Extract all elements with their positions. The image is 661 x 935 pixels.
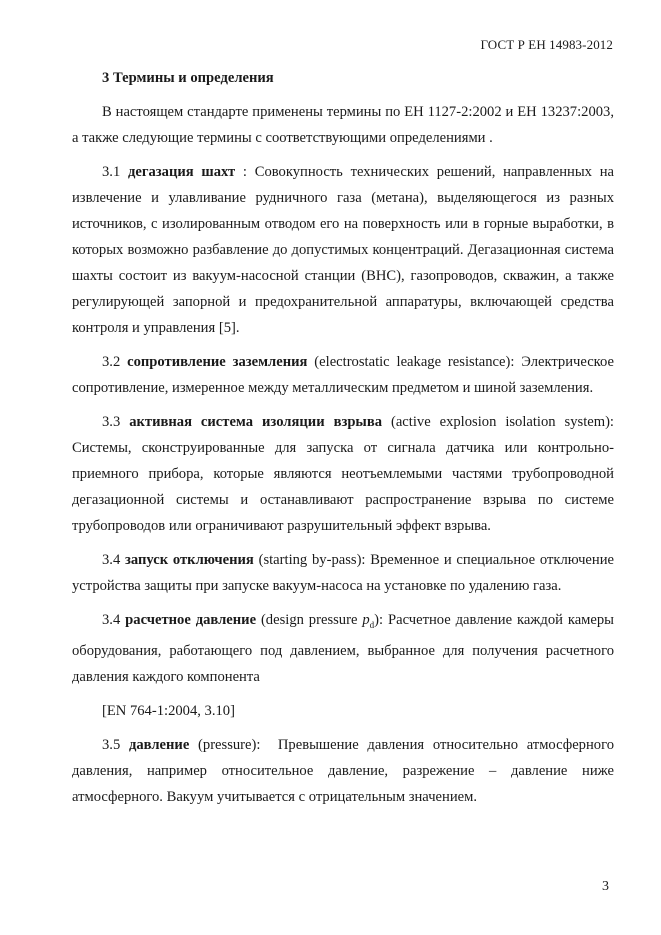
document-header: ГОСТ Р ЕН 14983-2012: [480, 37, 613, 52]
term-name: давление: [128, 736, 190, 753]
term-number: 3.3: [102, 414, 121, 430]
term-3-3: [72, 409, 614, 539]
term-3-2: [72, 349, 614, 401]
document-body: [72, 65, 614, 818]
term-definition: Электрическое сопротивление, измеренное между металлическим предметом и шиной заземления.: [72, 354, 614, 396]
term-separator: :: [235, 164, 255, 180]
term-number: 3.5: [102, 736, 121, 753]
page-number: 3: [602, 879, 609, 894]
pressure-symbol-subscript: d: [369, 619, 375, 630]
term-definition: Превышение давления относительно атмосферного давления, например относительное давление, разрежение – давление ниже атмосферного. Вакуум учитывается с отрицательным значением.: [72, 736, 614, 805]
term-number: 3.2: [102, 354, 121, 370]
intro-paragraph: В настоящем стандарте применены термины по ЕН 1127-2:2002 и ЕН 13237:2003, а также следующие термины с соответствующими определениями .: [72, 104, 614, 146]
term-number: 3.4: [102, 552, 121, 568]
term-english: (pressure):: [189, 736, 278, 753]
term-name: расчетное давление: [125, 612, 257, 628]
term-number: 3.4: [102, 612, 121, 628]
term-definition: Временное и специальное отключение устройства защиты при запуске вакуум-насоса на установке по удалению газа.: [72, 552, 614, 594]
term-name: сопротивление заземления: [127, 354, 308, 370]
term-name: запуск отключения: [125, 552, 254, 568]
section-title: 3 Термины и определения: [102, 70, 274, 86]
term-english: (design pressure: [256, 612, 363, 628]
pressure-symbol: p: [362, 612, 370, 628]
term-english: (starting by-pass):: [253, 552, 371, 568]
term-name: дегазация шахт: [128, 164, 236, 180]
term-definition: Расчетное давление каждой камеры оборудования, работающего под давлением, выбранное для получения расчетного давления каждого компонента: [72, 612, 614, 685]
term-english-close: ):: [374, 612, 388, 628]
term-3-4-starting: [72, 547, 614, 599]
term-definition: Совокупность технических решений, направленных на извлечение и улавливание рудничного газа (метана), выделяющегося из разных источников, с изолированным отводом его на поверхность или в горные выработки, в которых возможно разбавление до допустимых концентраций. Дегазационная система шахты состоит из вакуум-насосной станции (ВНС), газопроводов, скважин, а также регулирующей запорной и предохранительной аппаратуры, включающей средства контроля и управления [5].: [72, 164, 614, 336]
reference: [EN 764-1:2004, 3.10]: [102, 702, 235, 719]
term-definition: Системы, сконструированные для запуска от сигнала датчика или контрольно-приемного прибора, которые являются неотъемлемыми частями трубопроводной дегазационной системы и останавливают распространение взрыва по системе трубопроводов или ограничивают разрушительный эффект взрыва.: [72, 440, 614, 534]
term-english: (electrostatic leakage resistance):: [307, 354, 522, 370]
term-number: 3.1: [102, 164, 121, 180]
term-name: активная система изоляции взрыва: [129, 414, 383, 430]
term-english: (active explosion isolation system):: [382, 414, 614, 430]
term-3-4-design-pressure: [72, 607, 614, 690]
term-3-5: [72, 732, 614, 810]
term-3-1: [72, 159, 614, 341]
